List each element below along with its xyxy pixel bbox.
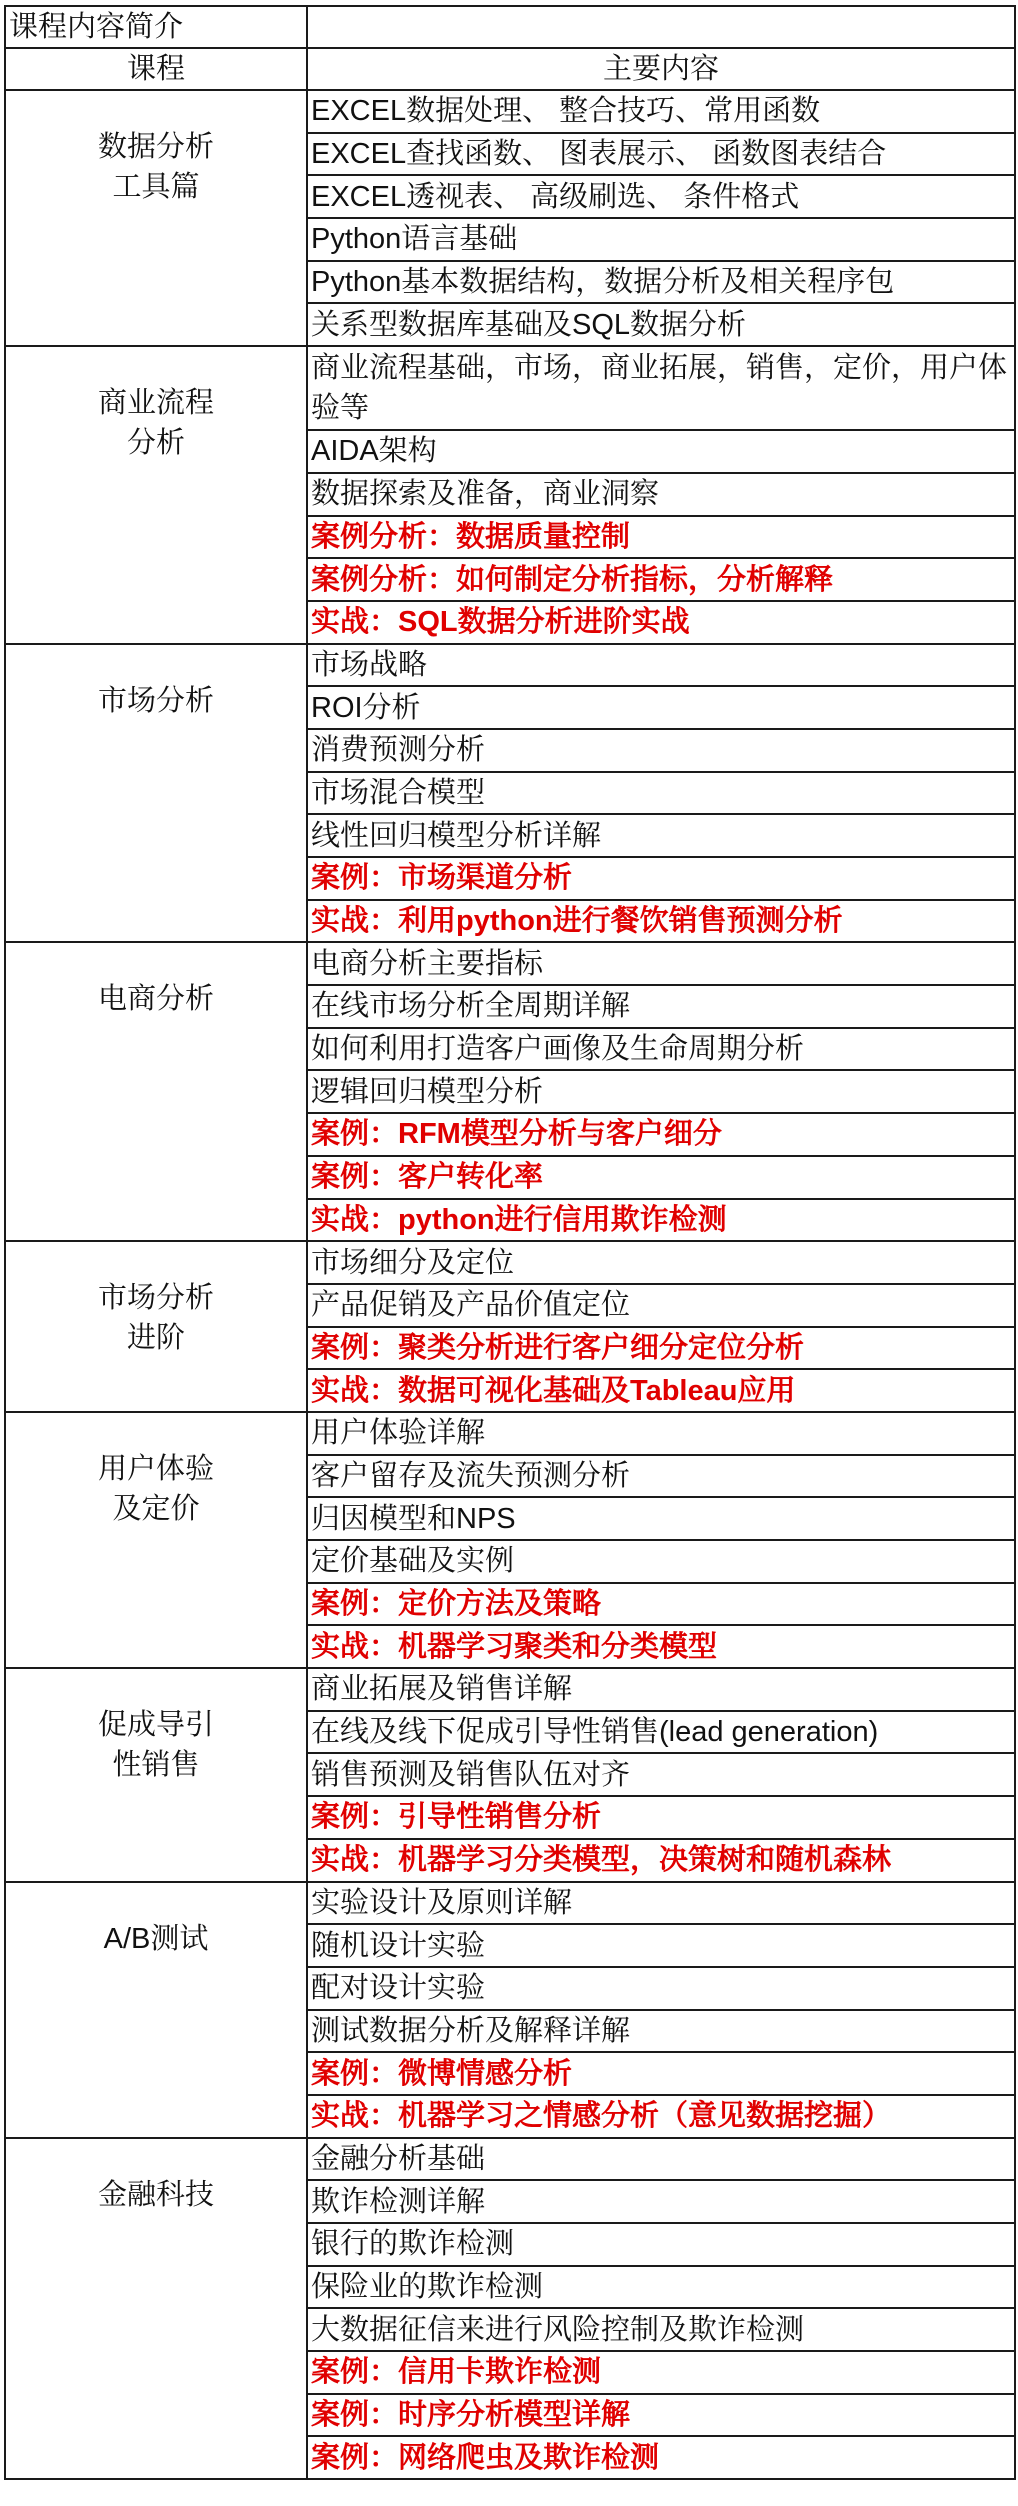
course-table-body (5, 6, 1015, 2479)
content-item: 线性回归模型分析详解 (307, 814, 1015, 857)
content-column-header: 主要内容 (307, 48, 1015, 90)
case-study-item: 案例：客户转化率 (307, 1156, 1015, 1199)
course-name-cell: A/B测试 (5, 1882, 307, 2138)
course-name-cell: 金融科技 (5, 2138, 307, 2480)
case-study-item: 案例分析：数据质量控制 (307, 516, 1015, 559)
content-item: 配对设计实验 (307, 1967, 1015, 2010)
table-title: 课程内容简介 (5, 6, 307, 48)
course-column-header: 课程 (5, 48, 307, 90)
case-study-item: 案例：微博情感分析 (307, 2052, 1015, 2095)
table-row (5, 942, 1015, 985)
table-row (5, 644, 1015, 687)
table-row (5, 1882, 1015, 1925)
content-item: 实验设计及原则详解 (307, 1882, 1015, 1925)
content-item: 测试数据分析及解释详解 (307, 2010, 1015, 2053)
content-item: EXCEL数据处理、 整合技巧、常用函数 (307, 90, 1015, 133)
case-study-item: 案例：信用卡欺诈检测 (307, 2351, 1015, 2394)
course-name-cell: 商业流程 分析 (5, 346, 307, 643)
content-item: 客户留存及流失预测分析 (307, 1455, 1015, 1498)
title-row (5, 6, 1015, 48)
course-name-cell: 数据分析 工具篇 (5, 90, 307, 346)
table-row (5, 346, 1015, 430)
course-name-cell: 市场分析 进阶 (5, 1241, 307, 1412)
content-item: 在线市场分析全周期详解 (307, 985, 1015, 1028)
content-item: 关系型数据库基础及SQL数据分析 (307, 303, 1015, 346)
case-study-item: 实战：数据可视化基础及Tableau应用 (307, 1369, 1015, 1412)
title-empty-cell (307, 6, 1015, 48)
content-item: 销售预测及销售队伍对齐 (307, 1753, 1015, 1796)
case-study-item: 案例：引导性销售分析 (307, 1796, 1015, 1839)
table-row (5, 2138, 1015, 2181)
content-item: 随机设计实验 (307, 1924, 1015, 1967)
case-study-item: 实战：机器学习分类模型，决策树和随机森林 (307, 1839, 1015, 1882)
content-item: Python语言基础 (307, 218, 1015, 261)
content-item: 市场混合模型 (307, 772, 1015, 815)
case-study-item: 案例：市场渠道分析 (307, 857, 1015, 900)
case-study-item: 实战：python进行信用欺诈检测 (307, 1199, 1015, 1242)
content-item: 银行的欺诈检测 (307, 2223, 1015, 2266)
course-name-cell: 用户体验 及定价 (5, 1412, 307, 1668)
content-item: 电商分析主要指标 (307, 942, 1015, 985)
case-study-item: 实战：利用python进行餐饮销售预测分析 (307, 900, 1015, 943)
case-study-item: 案例分析：如何制定分析指标，分析解释 (307, 558, 1015, 601)
content-item: 如何利用打造客户画像及生命周期分析 (307, 1028, 1015, 1071)
content-item: AIDA架构 (307, 430, 1015, 473)
course-name-cell: 市场分析 (5, 644, 307, 943)
course-name-cell: 促成导引 性销售 (5, 1668, 307, 1881)
content-item: 商业拓展及销售详解 (307, 1668, 1015, 1711)
case-study-item: 案例：RFM模型分析与客户细分 (307, 1113, 1015, 1156)
table-row (5, 1241, 1015, 1284)
content-item: EXCEL透视表、 高级刷选、 条件格式 (307, 175, 1015, 218)
table-row (5, 90, 1015, 133)
content-item: 用户体验详解 (307, 1412, 1015, 1455)
case-study-item: 实战：机器学习聚类和分类模型 (307, 1625, 1015, 1668)
course-table (4, 5, 1016, 2480)
content-item: 产品促销及产品价值定位 (307, 1284, 1015, 1327)
content-item: EXCEL查找函数、 图表展示、 函数图表结合 (307, 133, 1015, 176)
header-row (5, 48, 1015, 90)
content-item: 大数据征信来进行风险控制及欺诈检测 (307, 2308, 1015, 2351)
content-item: 金融分析基础 (307, 2138, 1015, 2181)
case-study-item: 实战：SQL数据分析进阶实战 (307, 601, 1015, 644)
case-study-item: 案例：时序分析模型详解 (307, 2394, 1015, 2437)
content-item: 欺诈检测详解 (307, 2180, 1015, 2223)
content-item: 商业流程基础，市场，商业拓展，销售，定价，用户体验等 (307, 346, 1015, 430)
table-row (5, 1668, 1015, 1711)
content-item: 归因模型和NPS (307, 1497, 1015, 1540)
content-item: 定价基础及实例 (307, 1540, 1015, 1583)
case-study-item: 案例：定价方法及策略 (307, 1583, 1015, 1626)
content-item: 数据探索及准备，商业洞察 (307, 473, 1015, 516)
course-name-cell: 电商分析 (5, 942, 307, 1241)
content-item: 保险业的欺诈检测 (307, 2266, 1015, 2309)
content-item: 在线及线下促成引导性销售(lead generation) (307, 1711, 1015, 1754)
content-item: 逻辑回归模型分析 (307, 1070, 1015, 1113)
table-row (5, 1412, 1015, 1455)
content-item: ROI分析 (307, 686, 1015, 729)
case-study-item: 案例：网络爬虫及欺诈检测 (307, 2436, 1015, 2479)
content-item: 市场细分及定位 (307, 1241, 1015, 1284)
content-item: 消费预测分析 (307, 729, 1015, 772)
content-item: 市场战略 (307, 644, 1015, 687)
content-item: Python基本数据结构，数据分析及相关程序包 (307, 261, 1015, 304)
case-study-item: 案例：聚类分析进行客户细分定位分析 (307, 1327, 1015, 1370)
case-study-item: 实战：机器学习之情感分析（意见数据挖掘） (307, 2095, 1015, 2138)
